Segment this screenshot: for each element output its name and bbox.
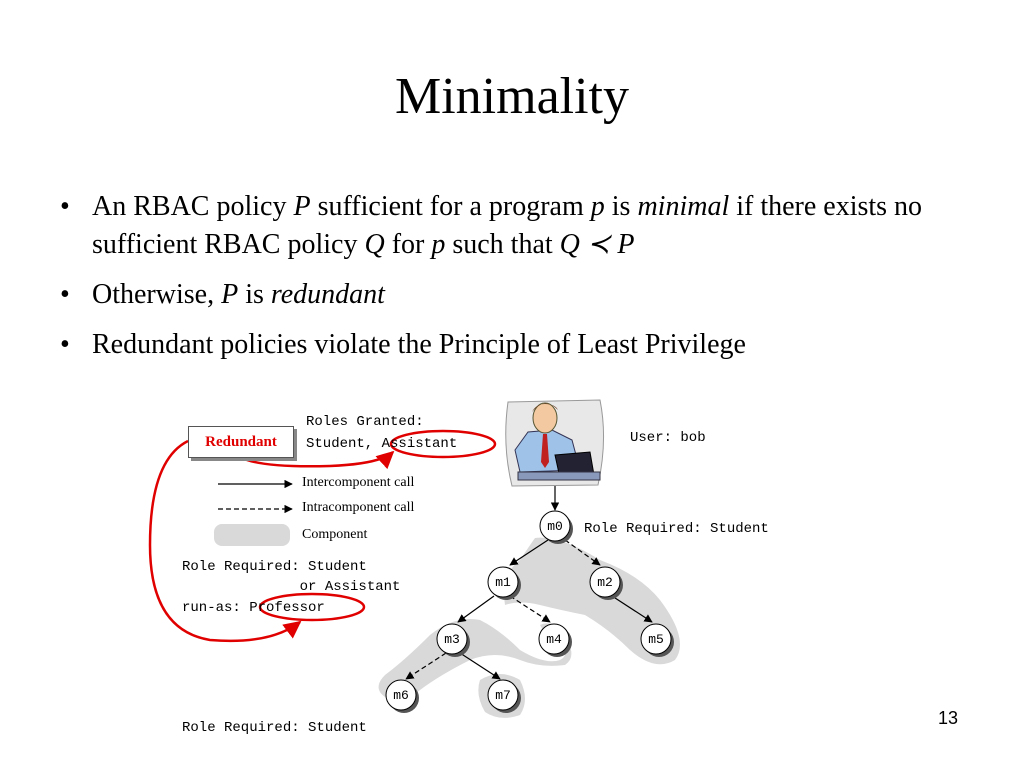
bullet-text-part: if there exists no sufficient RBAC policy	[92, 191, 923, 260]
role-required-m1-line2: or Assistant	[182, 579, 401, 595]
roles-granted-heading: Roles Granted:	[306, 414, 424, 430]
slide-title: Minimality	[395, 68, 629, 125]
node-label-m3: m3	[444, 632, 460, 647]
bullet-text-part: redundant	[270, 279, 385, 310]
roles-granted-highlight: Assistant	[381, 436, 458, 452]
legend-component-swatch	[214, 524, 290, 546]
edge-m1-m3	[458, 596, 494, 622]
node-label-m1: m1	[495, 575, 511, 590]
user-label: User: bob	[630, 430, 706, 446]
node-m4	[539, 624, 572, 657]
bullet-text-part: is	[238, 279, 271, 310]
node-label-m6: m6	[393, 688, 409, 703]
bullet-text-part: minimal	[637, 191, 730, 222]
bullet-text-part: Redundant policies violate the Principle of Least Privilege	[92, 329, 746, 360]
legend-intercomponent-label: Intercomponent call	[302, 475, 415, 490]
bullet-text-part: P	[221, 279, 239, 310]
redundant-label-box: Redundant	[188, 426, 294, 458]
legend-intracomponent-label: Intracomponent call	[302, 500, 415, 515]
edge-m3-m7	[460, 653, 500, 679]
run-as-highlight: Professor	[249, 600, 325, 616]
roles-granted-values	[306, 434, 457, 454]
role-required-m1-line1: Role Required: Student	[182, 559, 367, 575]
component-regions	[214, 524, 680, 718]
node-label-m2: m2	[597, 575, 613, 590]
node-label-m4: m4	[546, 632, 562, 647]
bullet-text-part: sufficient for a program	[310, 191, 591, 222]
bullet-text-part: such that	[445, 229, 560, 260]
node-label-m7: m7	[495, 688, 511, 703]
bullet-text-part: P	[293, 191, 311, 222]
node-label-m5: m5	[648, 632, 664, 647]
bullet-text-part: is	[604, 191, 638, 222]
role-required-m0: Role Required: Student	[584, 521, 769, 537]
bullet-text-part: p	[590, 191, 605, 222]
page-number: 13	[938, 708, 959, 728]
person-at-laptop-icon	[506, 400, 604, 486]
bullet-text-part: Q	[364, 229, 385, 260]
bullet-text-part: Otherwise,	[92, 279, 222, 310]
legend-component-label: Component	[302, 527, 368, 542]
node-label-m0: m0	[547, 519, 563, 534]
roles-granted-prefix: Student,	[306, 436, 382, 452]
role-required-bottom: Role Required: Student	[182, 720, 367, 736]
run-as-prefix: run-as:	[182, 600, 250, 616]
bullet-text-part: An RBAC policy	[92, 191, 294, 222]
bullet-text-part: for	[384, 229, 432, 260]
run-as-label	[182, 598, 325, 618]
bullet-text-part: p	[431, 229, 446, 260]
bullet-text-part: Q ≺ P	[559, 229, 635, 260]
